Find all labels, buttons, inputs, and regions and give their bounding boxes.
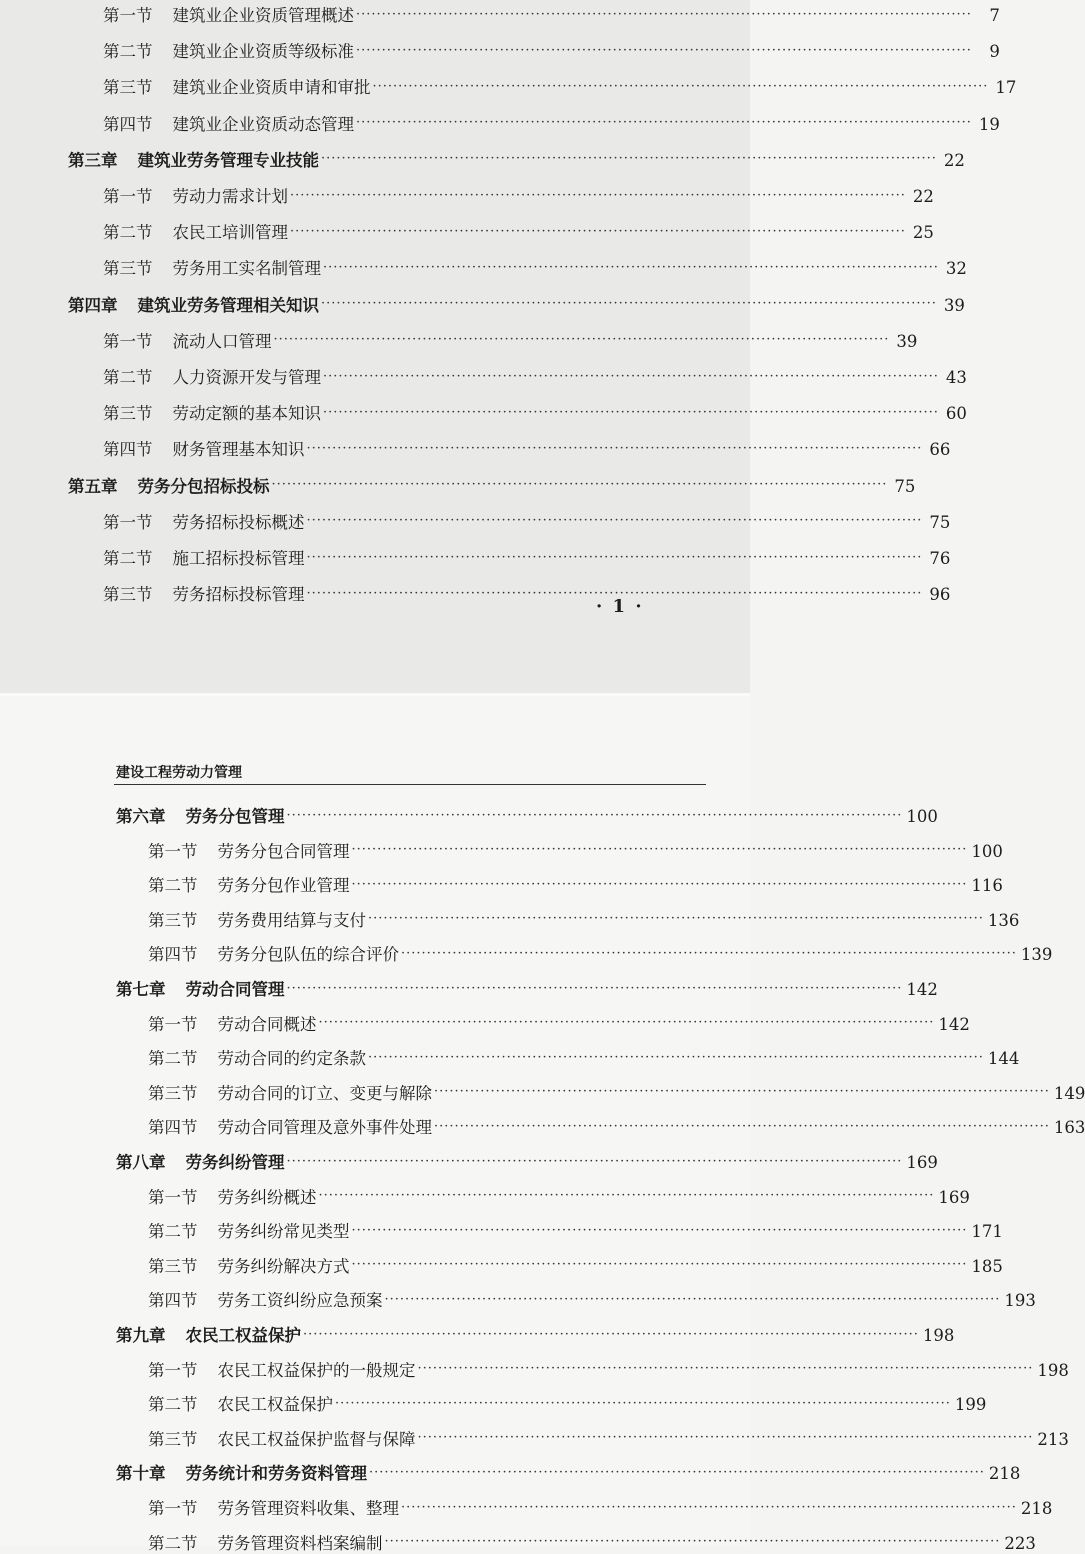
section-title: 劳务用工实名制管理: [172, 259, 321, 279]
section-title: 劳动力需求计划: [172, 187, 288, 206]
toc-section-entry: [103, 328, 918, 352]
toc-section-entry: [148, 1253, 1003, 1277]
section-title: 劳动合同管理及意外事件处理: [217, 1118, 432, 1138]
section-number: 第四节: [148, 945, 198, 965]
toc-entry-label: [148, 1184, 319, 1208]
running-head: 建设工程劳动力管理: [116, 765, 242, 781]
toc-entry-label: [148, 1218, 352, 1242]
toc-section-entry: [103, 581, 951, 605]
section-number: 第一节: [103, 6, 153, 25]
toc-chapter-entry: [116, 976, 938, 1000]
toc-section-entry: [103, 509, 951, 533]
section-number: 第二节: [148, 1395, 198, 1415]
page-number: 100: [906, 807, 938, 826]
dot-leader: ························································································································: [351, 1257, 968, 1273]
section-title: 农民工权益保护监督与保障: [217, 1429, 416, 1449]
toc-section-entry: [103, 183, 934, 207]
toc-entry-label: [103, 38, 356, 62]
toc-chapter-entry: [116, 1322, 955, 1346]
section-number: 第一节: [103, 187, 153, 206]
dot-leader: ························································································································: [321, 296, 937, 312]
page-number: 213: [1037, 1429, 1069, 1449]
section-title: 建筑业企业资质动态管理: [172, 114, 354, 134]
section-title: 建筑业企业资质管理概述: [172, 6, 354, 25]
section-number: 第四节: [103, 440, 153, 460]
section-number: 第一节: [148, 1014, 198, 1034]
chapter-title: 建筑业劳务管理相关知识: [137, 295, 319, 315]
dot-leader: ························································································································: [372, 78, 989, 94]
chapter-title: 农民工权益保护: [185, 1326, 301, 1345]
dot-leader: ························································································································: [356, 6, 972, 22]
section-title: 劳务工资纠纷应急预案: [217, 1291, 383, 1311]
toc-entry-label: [116, 1460, 369, 1484]
page-number: 199: [954, 1395, 987, 1415]
toc-entry-label: [103, 364, 323, 388]
section-title: 劳务纠纷概述: [217, 1187, 317, 1207]
section-title: 劳务纠纷解决方式: [217, 1256, 350, 1276]
dot-leader: ························································································································: [351, 876, 968, 892]
toc-entry-label: [148, 1426, 418, 1450]
toc-entry-label: [148, 838, 352, 862]
section-title: 劳务管理资料档案编制: [217, 1533, 383, 1553]
dot-leader: ························································································································: [368, 911, 984, 927]
dot-leader: ························································································································: [290, 223, 906, 239]
toc-section-entry: [148, 1357, 1069, 1381]
page-number: 25: [912, 223, 934, 243]
toc-section-entry: [148, 872, 1003, 896]
toc-entry-label: [103, 74, 373, 98]
page-number: 7: [989, 6, 1000, 25]
section-number: 第一节: [103, 331, 153, 351]
chapter-number: 第七章: [116, 980, 166, 999]
page-number: 100: [971, 841, 1003, 861]
toc-section-entry: [148, 838, 1003, 862]
page-number: 96: [929, 585, 951, 605]
toc-entry-label: [148, 1357, 418, 1381]
section-title: 流动人口管理: [172, 331, 272, 351]
toc-entry-label: [148, 1080, 434, 1104]
toc-entry-label: [103, 400, 323, 424]
section-title: 劳务纠纷常见类型: [217, 1222, 350, 1242]
section-title: 建筑业企业资质申请和审批: [172, 78, 371, 98]
section-title: 劳务费用结算与支付: [217, 910, 366, 930]
toc-entry-label: [148, 1011, 319, 1035]
toc-entry-label: [148, 1391, 335, 1415]
page-number: 136: [987, 910, 1020, 930]
toc-chapter-entry: [68, 292, 965, 316]
chapter-number: 第九章: [116, 1326, 166, 1345]
page-number: 218: [1020, 1499, 1053, 1518]
page-number: 32: [945, 259, 967, 279]
toc-chapter-entry: [68, 473, 916, 497]
page-number: 193: [1004, 1291, 1036, 1311]
toc-entry-label: [148, 1253, 352, 1277]
dot-leader: ························································································································: [369, 1464, 985, 1480]
section-number: 第三节: [103, 259, 153, 279]
section-title: 财务管理基本知识: [172, 440, 305, 460]
page-number: 75: [929, 512, 951, 532]
section-number: 第二节: [103, 549, 153, 568]
page-number: 76: [929, 549, 951, 568]
chapter-number: 第六章: [116, 807, 166, 826]
toc-section-entry: [103, 219, 934, 243]
toc-entry-label: [116, 976, 287, 1000]
section-title: 农民工权益保护的一般规定: [217, 1360, 416, 1380]
chapter-title: 劳务分包招标投标: [137, 476, 270, 496]
toc-section-entry: [148, 1080, 1085, 1104]
toc-entry-label: [103, 436, 307, 460]
toc-section-entry: [103, 436, 951, 460]
page-number: 149: [1053, 1083, 1085, 1103]
dot-leader: ························································································································: [306, 549, 923, 565]
toc-section-entry: [103, 545, 951, 569]
toc-section-entry: [148, 907, 1020, 931]
chapter-number: 第三章: [68, 150, 118, 170]
section-title: 劳务分包队伍的综合评价: [217, 945, 399, 965]
dot-leader: ························································································································: [356, 42, 972, 58]
section-number: 第二节: [103, 368, 153, 387]
toc-section-entry: [103, 364, 967, 388]
dot-leader: ························································································································: [306, 440, 923, 456]
page-number: 22: [912, 187, 934, 206]
page-number: 17: [995, 78, 1017, 98]
page-number: 19: [978, 114, 1000, 134]
page-number: 198: [1037, 1360, 1069, 1380]
toc-section-entry: [103, 400, 967, 424]
toc-entry-label: [103, 255, 323, 279]
toc-entry-label: [116, 1322, 303, 1346]
section-title: 劳务招标投标管理: [172, 585, 305, 605]
page-number: 171: [971, 1222, 1003, 1242]
page-number: 39: [943, 295, 965, 315]
toc-entry-label: [148, 1114, 434, 1138]
dot-leader: ························································································································: [318, 1015, 935, 1031]
page-number: 66: [929, 440, 951, 460]
page-number: 169: [906, 1153, 938, 1172]
dot-leader: ························································································································: [318, 1188, 935, 1204]
page-number: 198: [922, 1326, 955, 1345]
page-number: 223: [1004, 1533, 1036, 1553]
section-number: 第三节: [148, 1083, 198, 1103]
chapter-title: 劳务分包管理: [185, 807, 285, 826]
section-title: 农民工培训管理: [172, 223, 288, 243]
section-number: 第一节: [148, 1499, 198, 1518]
section-number: 第二节: [103, 223, 153, 243]
dot-leader: ························································································································: [303, 1326, 919, 1342]
chapter-title: 劳务统计和劳务资料管理: [185, 1464, 367, 1484]
toc-entry-label: [103, 509, 307, 533]
page-number: 218: [988, 1464, 1021, 1484]
page-number: 185: [971, 1256, 1003, 1276]
chapter-title: 劳务纠纷管理: [185, 1153, 285, 1172]
dot-leader: ························································································································: [286, 807, 903, 823]
page-number: 142: [938, 1014, 970, 1034]
section-number: 第三节: [103, 78, 153, 98]
toc-entry-label: [116, 1149, 287, 1173]
section-number: 第二节: [148, 1222, 198, 1242]
section-title: 劳动合同概述: [217, 1014, 317, 1034]
dot-leader: ························································································································: [323, 368, 939, 384]
toc-section-entry: [148, 941, 1053, 965]
page-folio: · 1 ·: [596, 596, 644, 617]
toc-entry-label: [103, 219, 290, 243]
page-number: 39: [896, 331, 918, 351]
toc-entry-label: [68, 292, 321, 316]
toc-chapter-entry: [116, 1460, 1021, 1484]
page-number: 116: [971, 876, 1003, 896]
toc-section-entry: [103, 111, 1000, 135]
dot-leader: ························································································································: [286, 1153, 903, 1169]
section-title: 劳动合同的约定条款: [217, 1049, 366, 1069]
section-number: 第四节: [103, 114, 153, 134]
section-title: 劳务分包作业管理: [217, 876, 350, 896]
section-number: 第一节: [148, 1360, 198, 1380]
dot-leader: ························································································································: [434, 1118, 1050, 1134]
section-number: 第二节: [148, 1533, 198, 1553]
chapter-title: 劳动合同管理: [185, 980, 285, 999]
toc-chapter-entry: [116, 803, 938, 827]
toc-chapter-entry: [116, 1149, 938, 1173]
toc-entry-label: [148, 1045, 368, 1069]
page-number: 43: [945, 368, 967, 387]
section-number: 第一节: [103, 512, 153, 532]
toc-section-entry: [103, 74, 1017, 98]
section-number: 第一节: [148, 1187, 198, 1207]
chapter-number: 第十章: [116, 1464, 166, 1484]
section-number: 第二节: [148, 1049, 198, 1069]
toc-section-entry: [148, 1426, 1069, 1450]
toc-section-entry: [148, 1287, 1036, 1311]
toc-section-entry: [103, 255, 967, 279]
dot-leader: ························································································································: [335, 1395, 951, 1411]
toc-entry-label: [148, 1495, 401, 1519]
toc-section-entry: [148, 1184, 970, 1208]
toc-section-entry: [148, 1495, 1053, 1519]
toc-entry-label: [148, 872, 352, 896]
dot-leader: ························································································································: [290, 187, 906, 203]
section-number: 第四节: [148, 1291, 198, 1311]
section-number: 第三节: [148, 1256, 198, 1276]
dot-leader: ························································································································: [306, 513, 923, 529]
dot-leader: ························································································································: [273, 332, 890, 348]
toc-entry-label: [103, 183, 290, 207]
chapter-number: 第四章: [68, 295, 118, 315]
toc-entry-label: [148, 907, 368, 931]
page-number: 139: [1020, 945, 1053, 965]
section-title: 施工招标投标管理: [172, 549, 305, 568]
dot-leader: ························································································································: [384, 1534, 1001, 1550]
toc-entry-label: [116, 803, 287, 827]
toc-section-entry: [103, 38, 1000, 62]
page-number: 144: [987, 1049, 1020, 1069]
page-number: 9: [989, 42, 1000, 62]
section-title: 劳务分包合同管理: [217, 841, 350, 861]
toc-section-entry: [148, 1391, 987, 1415]
section-number: 第三节: [103, 404, 153, 424]
toc-chapter-entry: [68, 147, 965, 171]
toc-entry-label: [103, 581, 307, 605]
page-number: 163: [1053, 1118, 1085, 1138]
dot-leader: ························································································································: [351, 842, 968, 858]
section-title: 劳动合同的订立、变更与解除: [217, 1083, 432, 1103]
chapter-number: 第五章: [68, 476, 118, 496]
toc-section-entry: [148, 1218, 1003, 1242]
toc-entry-label: [148, 1287, 385, 1311]
page-number: 142: [906, 980, 938, 999]
toc-entry-label: [103, 328, 274, 352]
section-title: 劳动定额的基本知识: [172, 404, 321, 424]
dot-leader: ························································································································: [306, 585, 923, 601]
toc-entry-label: [103, 2, 356, 26]
toc-entry-label: [103, 111, 356, 135]
toc-entry-label: [68, 147, 321, 171]
toc-section-entry: [148, 1114, 1085, 1138]
dot-leader: ························································································································: [321, 151, 937, 167]
toc-entry-label: [148, 1530, 385, 1554]
dot-leader: ························································································································: [356, 115, 972, 131]
section-number: 第一节: [148, 841, 198, 861]
toc-section-entry: [148, 1011, 970, 1035]
dot-leader: ························································································································: [368, 1049, 984, 1065]
section-number: 第三节: [148, 1429, 198, 1449]
section-title: 劳务管理资料收集、整理: [217, 1499, 399, 1518]
section-title: 人力资源开发与管理: [172, 368, 321, 387]
page-number: 169: [938, 1187, 970, 1207]
section-title: 劳务招标投标概述: [172, 512, 305, 532]
toc-page-top: [0, 0, 1017, 694]
toc-section-entry: [148, 1530, 1036, 1554]
section-number: 第三节: [103, 585, 153, 605]
toc-section-entry: [148, 1045, 1020, 1069]
dot-leader: ························································································································: [417, 1430, 1034, 1446]
chapter-number: 第八章: [116, 1153, 166, 1172]
page-number: 75: [894, 476, 916, 496]
chapter-title: 建筑业劳务管理专业技能: [137, 150, 319, 170]
dot-leader: ························································································································: [323, 259, 939, 275]
header-rule: [114, 784, 706, 785]
section-title: 建筑业企业资质等级标准: [172, 42, 354, 62]
dot-leader: ························································································································: [271, 477, 888, 493]
page-number: 22: [943, 150, 965, 170]
dot-leader: ························································································································: [401, 1499, 1017, 1515]
page-number: 60: [945, 404, 967, 424]
dot-leader: ························································································································: [323, 404, 939, 420]
toc-entry-label: [148, 941, 401, 965]
dot-leader: ························································································································: [434, 1084, 1050, 1100]
toc-section-entry: [103, 2, 1000, 26]
section-number: 第四节: [148, 1118, 198, 1138]
toc-page-bottom: [0, 696, 1085, 1553]
dot-leader: ························································································································: [384, 1291, 1001, 1307]
dot-leader: ························································································································: [286, 980, 903, 996]
section-number: 第二节: [103, 42, 153, 62]
toc-entry-label: [68, 473, 272, 497]
toc-entry-label: [103, 545, 307, 569]
dot-leader: ························································································································: [417, 1361, 1034, 1377]
dot-leader: ························································································································: [351, 1222, 968, 1238]
section-title: 农民工权益保护: [217, 1395, 333, 1415]
section-number: 第二节: [148, 876, 198, 896]
section-number: 第三节: [148, 910, 198, 930]
dot-leader: ························································································································: [401, 945, 1017, 961]
